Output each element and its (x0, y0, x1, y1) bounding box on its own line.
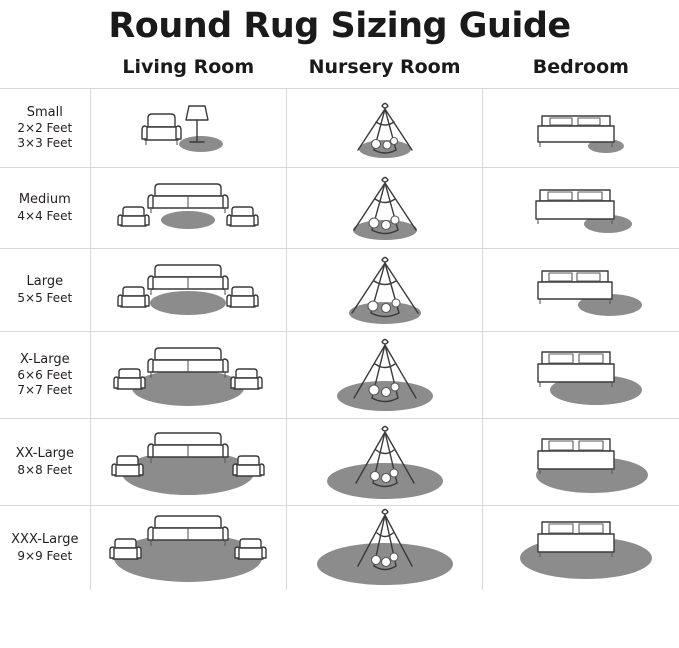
nursery-teepee-icon (290, 332, 480, 418)
cell-bedroom-x-large (483, 332, 679, 419)
bed-shape (536, 190, 614, 224)
living-room-furniture-icon (93, 419, 283, 505)
pillow-shape (381, 388, 390, 397)
armchair-icon (227, 207, 258, 226)
armchair-icon (235, 539, 266, 559)
row-size-dim-1: 2×2 Feet (17, 121, 73, 136)
row-size-dim-1: 9×9 Feet (17, 548, 73, 563)
bed-shape (538, 439, 614, 474)
row-size-dim-2: 3×3 Feet (17, 136, 73, 151)
pillow-shape (381, 304, 390, 313)
nursery-teepee-icon (290, 419, 480, 505)
heart-icon (382, 340, 388, 345)
pillow-shape (391, 383, 399, 391)
armchair-icon (142, 114, 181, 145)
bedroom-bed-icon (486, 332, 676, 418)
cell-living-room-medium (90, 168, 286, 249)
armchair-icon (233, 456, 264, 476)
armchair-icon (110, 539, 141, 559)
living-room-furniture-icon (93, 506, 283, 590)
row-label-xx-large (0, 419, 90, 506)
pillow-shape (383, 141, 391, 149)
round-rug-shape (132, 370, 244, 406)
cell-living-room-small (90, 89, 286, 168)
round-rug-shape (150, 291, 226, 315)
armchair-icon (112, 456, 143, 476)
sofa-icon (148, 184, 228, 213)
heart-icon (382, 427, 388, 432)
pillow-shape (381, 221, 390, 230)
pillow-shape (370, 472, 379, 481)
row-label-large (0, 249, 90, 332)
living-room-furniture-icon (93, 249, 283, 331)
table-row (0, 332, 679, 419)
table-row (0, 419, 679, 506)
row-size-name: XXX-Large (11, 532, 79, 548)
bed-shape (538, 271, 612, 304)
row-label-x-large (0, 332, 90, 419)
armchair-icon (118, 287, 149, 307)
row-size-dim-1: 8×8 Feet (17, 462, 73, 477)
column-header-blank (0, 48, 90, 89)
round-rug-shape (161, 211, 215, 229)
cell-bedroom-large (483, 249, 679, 332)
heart-icon (382, 178, 388, 183)
pillow-shape (390, 469, 398, 477)
cell-nursery-x-large (286, 332, 482, 419)
bedroom-bed-icon (486, 92, 676, 164)
page-title: Round Rug Sizing Guide (108, 6, 571, 46)
table-row (0, 89, 679, 168)
nursery-teepee-icon (290, 506, 480, 590)
pillow-shape (390, 553, 398, 561)
row-size-name: Small (26, 104, 63, 120)
row-size-name: Medium (18, 192, 71, 208)
heart-icon (382, 258, 388, 263)
living-room-furniture-icon (93, 332, 283, 418)
armchair-icon (227, 287, 258, 307)
column-header-living-room: Living Room (122, 56, 255, 78)
sofa-icon (148, 265, 228, 295)
row-size-dim-1: 5×5 Feet (17, 290, 73, 305)
pillow-shape (392, 299, 400, 307)
cell-bedroom-medium (483, 168, 679, 249)
cell-nursery-large (286, 249, 482, 332)
row-label-xxx-large (0, 506, 90, 591)
pillow-shape (381, 474, 390, 483)
bed-shape (538, 522, 614, 557)
row-size-name: X-Large (20, 351, 70, 367)
table-header-row (0, 48, 679, 89)
pillow-shape (369, 385, 379, 395)
table-row (0, 506, 679, 591)
cell-bedroom-xx-large (483, 419, 679, 506)
row-size-name: Large (26, 274, 64, 290)
row-size-dim-2: 7×7 Feet (17, 383, 73, 398)
armchair-icon (114, 369, 145, 389)
heart-icon (382, 104, 388, 109)
round-rug-shape (179, 136, 223, 152)
cell-living-room-xxx-large (90, 506, 286, 591)
cell-bedroom-xxx-large (483, 506, 679, 591)
cell-nursery-xxx-large (286, 506, 482, 591)
living-room-furniture-icon (93, 92, 283, 164)
bedroom-bed-icon (486, 168, 676, 248)
table-row (0, 168, 679, 249)
row-size-dim-1: 6×6 Feet (17, 368, 73, 383)
table-row (0, 249, 679, 332)
pillow-shape (371, 140, 380, 149)
cell-nursery-xx-large (286, 419, 482, 506)
column-header-bedroom: Bedroom (532, 56, 629, 78)
heart-icon (382, 510, 388, 515)
pillow-shape (368, 301, 378, 311)
pillow-shape (381, 558, 390, 567)
cell-bedroom-small (483, 89, 679, 168)
bedroom-bed-icon (486, 419, 676, 505)
bed-shape (538, 116, 614, 147)
pillow-shape (371, 556, 380, 565)
row-size-dim-1: 4×4 Feet (17, 208, 73, 223)
column-header-nursery-room: Nursery Room (308, 56, 461, 78)
bed-shape (538, 352, 614, 387)
cell-nursery-medium (286, 168, 482, 249)
sizing-table (0, 48, 679, 590)
cell-nursery-small (286, 89, 482, 168)
nursery-teepee-icon (290, 168, 480, 248)
pillow-shape (391, 216, 399, 224)
nursery-teepee-icon (290, 249, 480, 331)
row-label-small (0, 89, 90, 168)
cell-living-room-large (90, 249, 286, 332)
cell-living-room-xx-large (90, 419, 286, 506)
bedroom-bed-icon (486, 506, 676, 590)
pillow-shape (369, 218, 379, 228)
round-rug-sizing-guide (0, 6, 679, 648)
armchair-icon (118, 207, 149, 226)
cell-living-room-x-large (90, 332, 286, 419)
living-room-furniture-icon (93, 168, 283, 248)
armchair-icon (231, 369, 262, 389)
pillow-shape (390, 138, 397, 145)
bedroom-bed-icon (486, 249, 676, 331)
row-label-medium (0, 168, 90, 249)
nursery-teepee-icon (290, 92, 480, 164)
row-size-name: XX-Large (15, 446, 75, 462)
